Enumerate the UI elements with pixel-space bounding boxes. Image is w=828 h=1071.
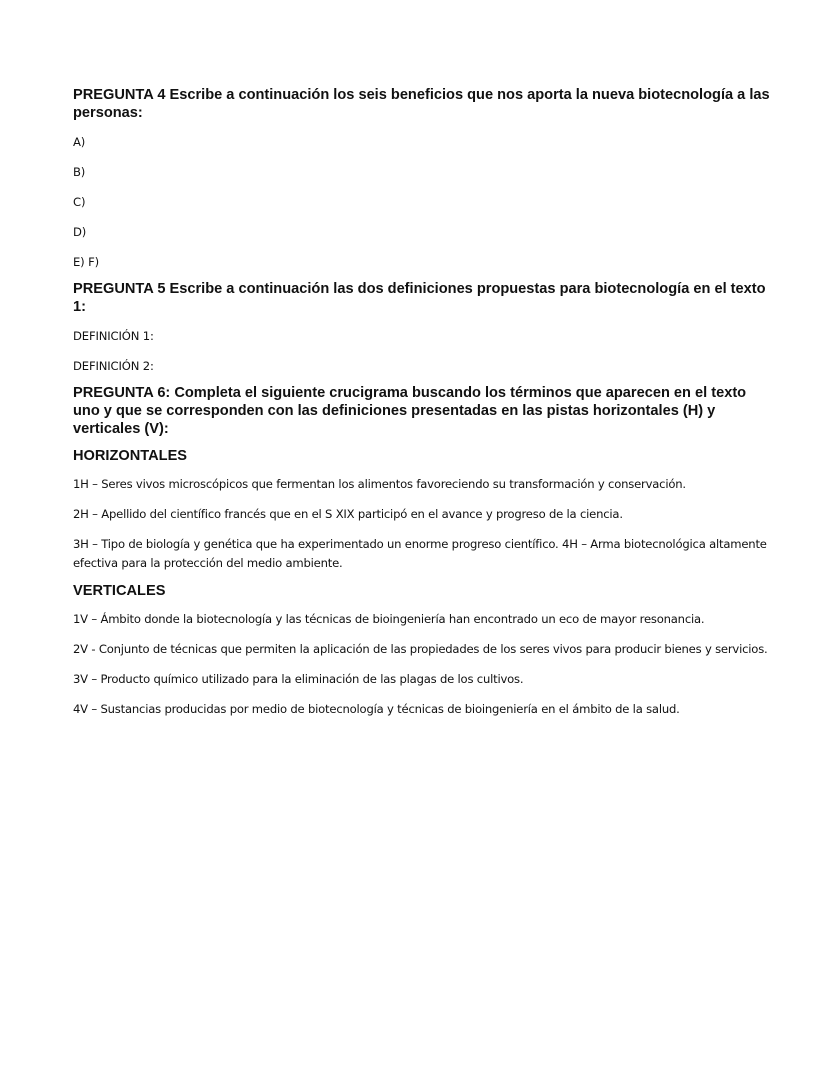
- answer-line-d: D): [73, 225, 87, 239]
- clue-2h: 2H – Apellido del científico francés que en el S XIX participó en el avance y progreso de la ciencia.: [73, 507, 623, 521]
- pregunta-6-heading: PREGUNTA 6: Completa el siguiente crucigrama buscando los términos que aparecen en el texto uno y que se corresponden con las definiciones presentadas en las pistas horizontales (H) y verticales (V):: [73, 385, 747, 437]
- answer-line-c: C): [73, 195, 86, 209]
- answer-line-b: B): [73, 165, 86, 179]
- clue-1h: 1H – Seres vivos microscópicos que fermentan los alimentos favoreciendo su transformación y conservación.: [73, 477, 686, 491]
- pregunta-4-heading: PREGUNTA 4 Escribe a continuación los seis beneficios que nos aporta la nueva biotecnología a las personas:: [73, 87, 770, 121]
- clue-2v: 2V - Conjunto de técnicas que permiten la aplicación de las propiedades de los seres vivos para producir bienes y servicios.: [73, 642, 768, 656]
- definition-1-line: DEFINICIÓN 1:: [73, 329, 154, 343]
- definition-2-line: DEFINICIÓN 2:: [73, 359, 154, 373]
- clue-3h-4h: 3H – Tipo de biología y genética que ha experimentado un enorme progreso científico. 4H – Arma biotecnológica altamente efectiva para la protección del medio ambiente.: [73, 537, 767, 570]
- document-page: [73, 86, 773, 719]
- answer-line-ef: E) F): [73, 255, 99, 269]
- pregunta-5-heading: PREGUNTA 5 Escribe a continuación las dos definiciones propuestas para biotecnología en el texto 1:: [73, 281, 766, 315]
- answer-line-a: A): [73, 135, 86, 149]
- clue-1v: 1V – Ámbito donde la biotecnología y las técnicas de bioingeniería han encontrado un eco de mayor resonancia.: [73, 612, 705, 626]
- clue-3v: 3V – Producto químico utilizado para la eliminación de las plagas de los cultivos.: [73, 672, 524, 686]
- horizontales-heading: HORIZONTALES: [73, 448, 188, 464]
- clue-4v: 4V – Sustancias producidas por medio de biotecnología y técnicas de bioingeniería en el ámbito de la salud.: [73, 702, 680, 716]
- verticales-heading: VERTICALES: [73, 583, 166, 599]
